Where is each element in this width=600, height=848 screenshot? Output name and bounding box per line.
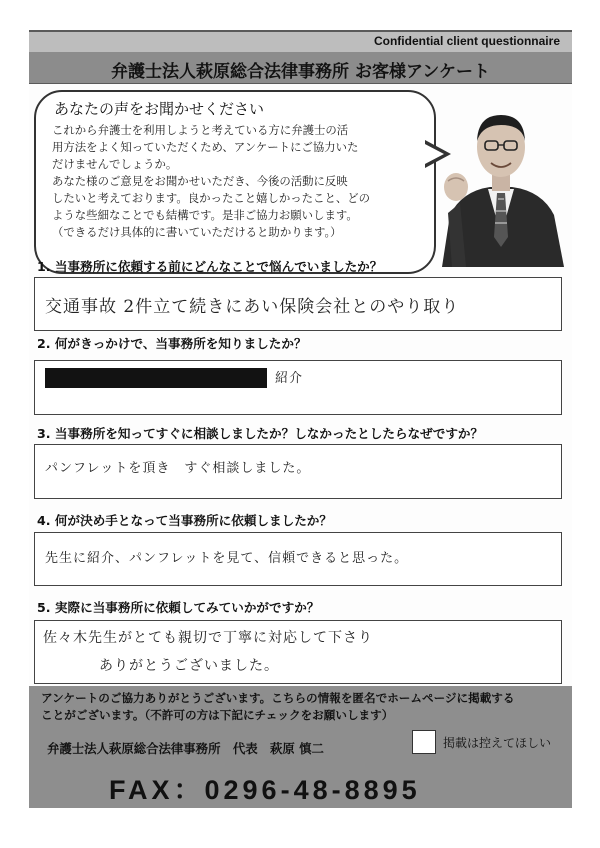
- page-title: 弁護士法人萩原総合法律事務所 お客様アンケート: [111, 62, 490, 82]
- answer-3-text: パンフレットを頂き すぐ相談しました。: [45, 461, 311, 476]
- question-5-label: 5. 実際に当事務所に依頼してみていかがですか？: [37, 600, 320, 615]
- no-publish-checkbox[interactable]: [412, 730, 436, 754]
- answer-2-text: 紹介: [275, 371, 304, 386]
- fax-number: FAX：0296-48-8895: [109, 775, 421, 805]
- firm-representative: 弁護士法人萩原総合法律事務所 代表 萩原 慎二: [47, 741, 324, 756]
- footer-panel: [29, 686, 572, 808]
- question-1-label: 1. 当事務所に依頼する前にどんなことで悩んでいましたか？: [37, 259, 383, 274]
- answer-4-text: 先生に紹介、パンフレットを見て、信頼できると思った。: [45, 551, 409, 566]
- answer-5-line-1: 佐々木先生がとても親切で丁寧に対応して下さり: [43, 630, 373, 646]
- footer-note-line: アンケートのご協力ありがとうございます。こちらの情報を匿名でホームページに掲載する: [41, 691, 515, 705]
- footer-note: [41, 690, 561, 724]
- intro-body: [52, 122, 422, 241]
- intro-line: だけませんでしょうか。: [52, 157, 178, 171]
- intro-line: （できるだけ具体的に書いていただけると助かります。）: [52, 225, 342, 239]
- question-4-label: 4. 何が決め手となって当事務所に依頼しましたか？: [37, 513, 332, 528]
- questionnaire-sheet: [29, 30, 572, 808]
- confidential-bar: [29, 30, 572, 52]
- answer-1-box: [34, 277, 562, 331]
- intro-line: これから弁護士を利用しようと考えている方に弁護士の活: [52, 123, 349, 137]
- answer-2-box: [34, 360, 562, 415]
- question-2-label: 2. 何がきっかけで、当事務所を知りましたか？: [37, 336, 307, 351]
- intro-line: ような些細なことでも結構です。是非ご協力お願いします。: [52, 208, 358, 222]
- intro-heading: あなたの声をお聞かせください: [54, 100, 265, 118]
- answer-4-box: [34, 532, 562, 586]
- lawyer-portrait: [432, 95, 570, 267]
- question-3-label: 3. 当事務所を知ってすぐに相談しましたか？しなかったとしたらなぜですか？: [37, 426, 484, 441]
- confidential-label: Confidential client questionnaire: [373, 34, 560, 48]
- intro-line: あなた様のご意見をお聞かせいただき、今後の活動に反映: [52, 174, 348, 188]
- intro-speech-bubble: [34, 90, 436, 274]
- redacted-block: [45, 368, 267, 388]
- title-bar: [29, 52, 572, 84]
- answer-5-box: [34, 620, 562, 684]
- answer-5-line-2: ありがとうございました。: [99, 658, 279, 674]
- intro-line: したいと考えております。良かったこと嬉しかったこと、どの: [52, 191, 371, 205]
- intro-line: 用方法をよく知っていただくため、アンケートにご協力いた: [52, 140, 359, 154]
- footer-note-line: ことがございます。（不許可の方は下記にチェックをお願いします）: [41, 708, 394, 722]
- answer-3-box: [34, 444, 562, 499]
- answer-1-text: 交通事故 2件立て続きにあい保険会社とのやり取り: [45, 297, 460, 317]
- no-publish-label: 掲載は控えてほしい: [443, 736, 552, 750]
